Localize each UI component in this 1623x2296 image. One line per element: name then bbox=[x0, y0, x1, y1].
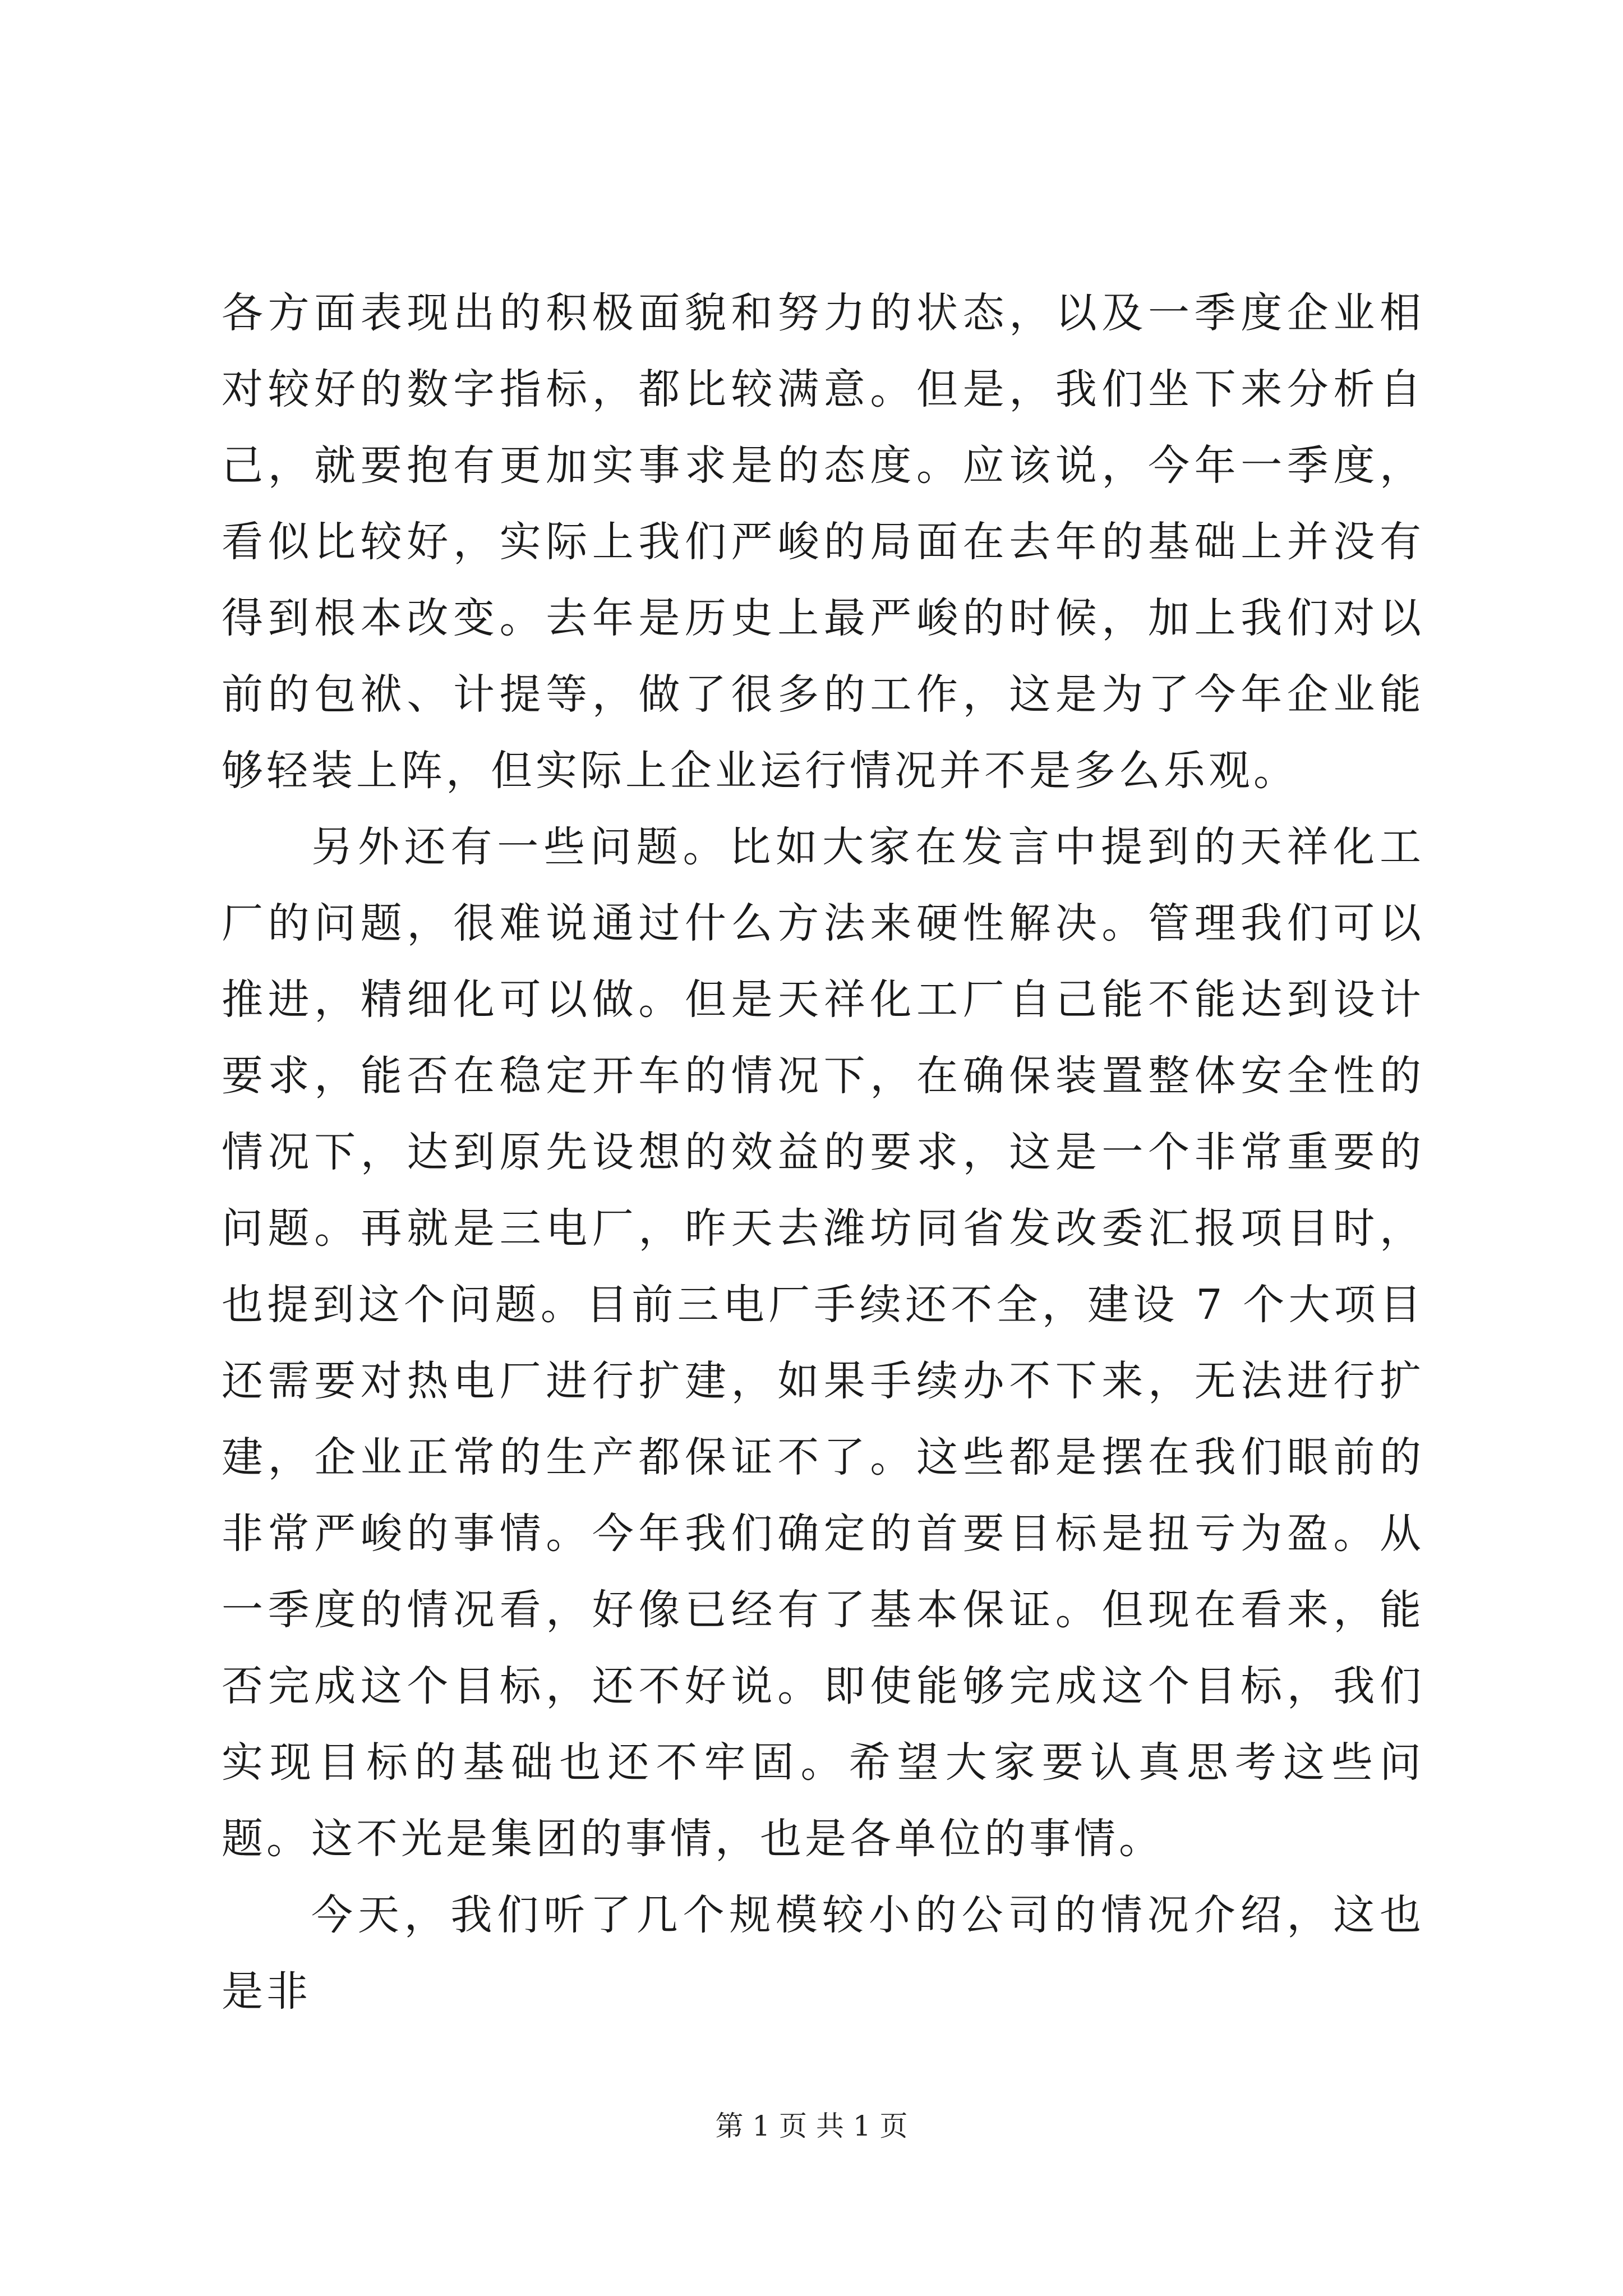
body-text bbox=[222, 275, 1424, 2030]
paragraph-3: 今天，我们听了几个规模较小的公司的情况介绍，这也是非 bbox=[222, 1891, 1424, 2016]
paragraph-2: 另外还有一些问题。比如大家在发言中提到的天祥化工厂的问题，很难说通过什么方法来硬性解决。管理我们可以推进，精细化可以做。但是天祥化工厂自己能不能达到设计要求，能否在稳定开车的情况下，在确保装置整体安全性的情况下，达到原先设想的效益的要求，这是一个非常重要的问题。再就是三电厂，昨天去潍坊同省发改委汇报项目时，也提到这个问题。目前三电厂手续还不全，建设 7 个大项目还需要对热电厂进行扩建，如果手续办不下来，无法进行扩建，企业正常的生产都保证不了。这些都是摆在我们眼前的非常严峻的事情。今年我们确定的首要目标是扭亏为盈。从一季度的情况看，好像已经有了基本保证。但现在看来，能否完成这个目标，还不好说。即使能够完成这个目标，我们实现目标的基础也还不牢固。希望大家要认真思考这些问题。这不光是集团的事情，也是各单位的事情。 bbox=[222, 823, 1424, 1863]
paragraph-1: 各方面表现出的积极面貌和努力的状态，以及一季度企业相对较好的数字指标，都比较满意。但是，我们坐下来分析自己，就要抱有更加实事求是的态度。应该说，今年一季度，看似比较好，实际上我们严峻的局面在去年的基础上并没有得到根本改变。去年是历史上最严峻的时候，加上我们对以前的包袱、计提等，做了很多的工作，这是为了今年企业能够轻装上阵，但实际上企业运行情况并不是多么乐观。 bbox=[222, 289, 1424, 795]
page-number-label: 第 1 页 共 1 页 bbox=[715, 2110, 908, 2142]
page-footer bbox=[0, 2106, 1623, 2146]
